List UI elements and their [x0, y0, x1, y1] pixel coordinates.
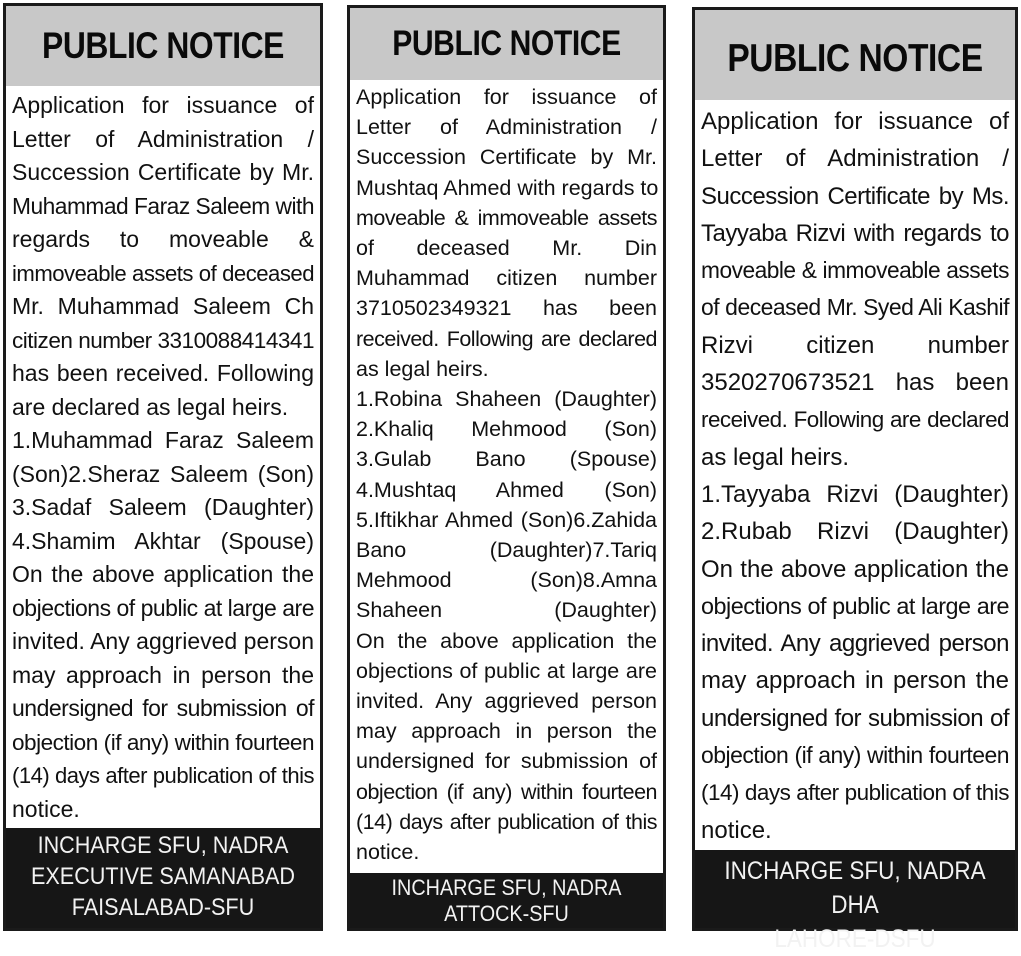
- notice-text-line: as legal heirs.: [701, 443, 850, 471]
- notice-text-line: 1.Robina Shaheen (Daughter): [356, 387, 657, 412]
- footer-line: FAISALABAD-SFU: [71, 894, 255, 921]
- footer-line: INCHARGE SFU, NADRA DHA: [724, 857, 986, 919]
- footer-line: LAHORE-DSFU: [774, 925, 936, 953]
- notice-text-line: 4.Mushtaq Ahmed (Son): [356, 477, 657, 502]
- notice-text-line: undersigned for submission of: [12, 695, 314, 721]
- notice-text-line: 3.Gulab Bano (Spouse): [356, 447, 657, 472]
- notice-text-line: (Son)2.Sheraz Saleem (Son): [12, 460, 314, 487]
- public-notice-3: [692, 7, 1018, 953]
- notice-text-line: 2.Rubab Rizvi (Daughter): [701, 518, 1009, 546]
- notice-text-line: moveable & immoveable assets: [356, 205, 657, 230]
- notice-title-bar: [6, 6, 320, 86]
- notice-text-line: 1.Tayyaba Rizvi (Daughter): [701, 480, 1009, 508]
- notice-footer: [6, 828, 320, 928]
- notice-footer: [350, 873, 663, 928]
- notice-text-line: Letter of Administration /: [356, 115, 657, 140]
- notice-text-line: are declared as legal heirs.: [12, 393, 289, 420]
- notice-text-line: regards to moveable &: [12, 226, 314, 252]
- notice-text-line: 3710502349321 has been: [356, 296, 657, 321]
- notice-title-bar: [350, 8, 663, 80]
- notice-body: [695, 100, 1015, 849]
- notice-text-line: (14) days after publication of this: [12, 763, 314, 788]
- notice-text-line: of deceased Mr. Din: [356, 236, 657, 261]
- notice-text-line: Mr. Muhammad Saleem Ch: [12, 293, 314, 319]
- notice-text-line: undersigned for submission of: [701, 704, 1009, 732]
- notice-text-line: received. Following are declared: [356, 326, 657, 351]
- notice-text-line: Shaheen (Daughter): [356, 598, 657, 623]
- notice-text-line: may approach in person the: [701, 667, 1009, 695]
- notice-text-line: objection (if any) within fourteen: [356, 779, 657, 804]
- notice-text-line: Muhammad citizen number: [356, 266, 657, 291]
- notice-text-line: Succession Certificate by Mr.: [12, 159, 314, 185]
- public-notice-2: [347, 5, 666, 931]
- notice-footer: [695, 850, 1015, 953]
- notice-text-line: On the above application the: [701, 555, 1009, 583]
- notice-text-line: Tayyaba Rizvi with regards to: [701, 219, 1009, 247]
- notice-text-line: (14) days after publication of this: [356, 809, 657, 834]
- notice-text-line: (14) days after publication of this: [701, 780, 1009, 806]
- notice-text-line: 1.Muhammad Faraz Saleem: [12, 427, 314, 453]
- notice-text-line: Mushtaq Ahmed with regards to: [356, 175, 659, 200]
- notice-text-line: Rizvi citizen number: [701, 331, 1009, 359]
- notice-text-line: notice.: [701, 816, 772, 844]
- notice-text-line: invited. Any aggrieved person: [356, 689, 657, 714]
- notice-text-line: of deceased Mr. Syed Ali Kashif: [701, 294, 1009, 321]
- public-notice-1: [3, 3, 323, 931]
- notice-text-line: On the above application the: [356, 628, 657, 653]
- notice-text-line: 4.Shamim Akhtar (Spouse): [12, 527, 314, 554]
- notice-text-line: objection (if any) within fourteen: [701, 742, 1009, 769]
- notice-body: [6, 86, 320, 826]
- notice-text-line: Letter of Administration /: [12, 125, 314, 152]
- notice-text-line: moveable & immoveable assets: [701, 257, 1009, 284]
- notice-text-line: notice.: [12, 795, 80, 822]
- notice-text-line: as legal heirs.: [356, 356, 489, 381]
- notice-text-line: objection (if any) within fourteen: [12, 729, 314, 755]
- notice-text-line: invited. Any aggrieved person: [701, 630, 1009, 658]
- notice-text-line: 5.Iftikhar Ahmed (Son)6.Zahida: [356, 507, 657, 532]
- notice-text-line: Succession Certificate by Ms.: [701, 182, 1009, 210]
- notice-text-line: 2.Khaliq Mehmood (Son): [356, 417, 657, 442]
- notice-title: PUBLIC NOTICE: [372, 8, 641, 80]
- notice-text-line: Mehmood (Son)8.Amna: [356, 568, 657, 593]
- notice-title: PUBLIC NOTICE: [28, 6, 298, 86]
- notice-title: PUBLIC NOTICE: [717, 10, 992, 100]
- footer-line: EXECUTIVE SAMANABAD: [30, 863, 296, 890]
- notice-text-line: received. Following are declared: [701, 407, 1009, 433]
- notice-text-line: Application for issuance of: [701, 108, 1009, 135]
- notice-text-line: Application for issuance of: [12, 92, 314, 118]
- notice-text-line: Succession Certificate by Mr.: [356, 145, 657, 170]
- notice-text-line: Bano (Daughter)7.Tariq: [356, 538, 657, 563]
- notice-text-line: Muhammad Faraz Saleem with: [12, 192, 315, 219]
- notice-title-bar: [695, 10, 1015, 100]
- notice-text-line: citizen number 3310088414341: [12, 327, 314, 353]
- notice-text-line: may approach in person the: [356, 719, 657, 744]
- notice-text-line: 3.Sadaf Saleem (Daughter): [12, 494, 314, 520]
- notice-text-line: 3520270673521 has been: [701, 369, 1009, 397]
- footer-line: ATTOCK-SFU: [444, 901, 569, 926]
- notice-text-line: notice.: [356, 840, 420, 865]
- notice-text-line: objections of public at large are: [701, 592, 1009, 619]
- notice-text-line: may approach in person the: [12, 661, 314, 688]
- footer-line: INCHARGE SFU, NADRA: [391, 875, 622, 900]
- footer-line: INCHARGE SFU, NADRA: [37, 832, 289, 859]
- notice-text-line: Application for issuance of: [356, 85, 657, 109]
- notice-body: [350, 80, 663, 867]
- notice-text-line: immoveable assets of deceased: [12, 260, 314, 286]
- notice-text-line: invited. Any aggrieved person: [12, 628, 314, 654]
- notice-text-line: Letter of Administration /: [701, 145, 1009, 173]
- notice-text-line: objections of public at large are: [356, 658, 657, 683]
- notice-text-line: On the above application the: [12, 561, 314, 587]
- notice-text-line: undersigned for submission of: [356, 749, 657, 774]
- notice-text-line: objections of public at large are: [12, 594, 314, 621]
- notice-text-line: has been received. Following: [12, 360, 314, 386]
